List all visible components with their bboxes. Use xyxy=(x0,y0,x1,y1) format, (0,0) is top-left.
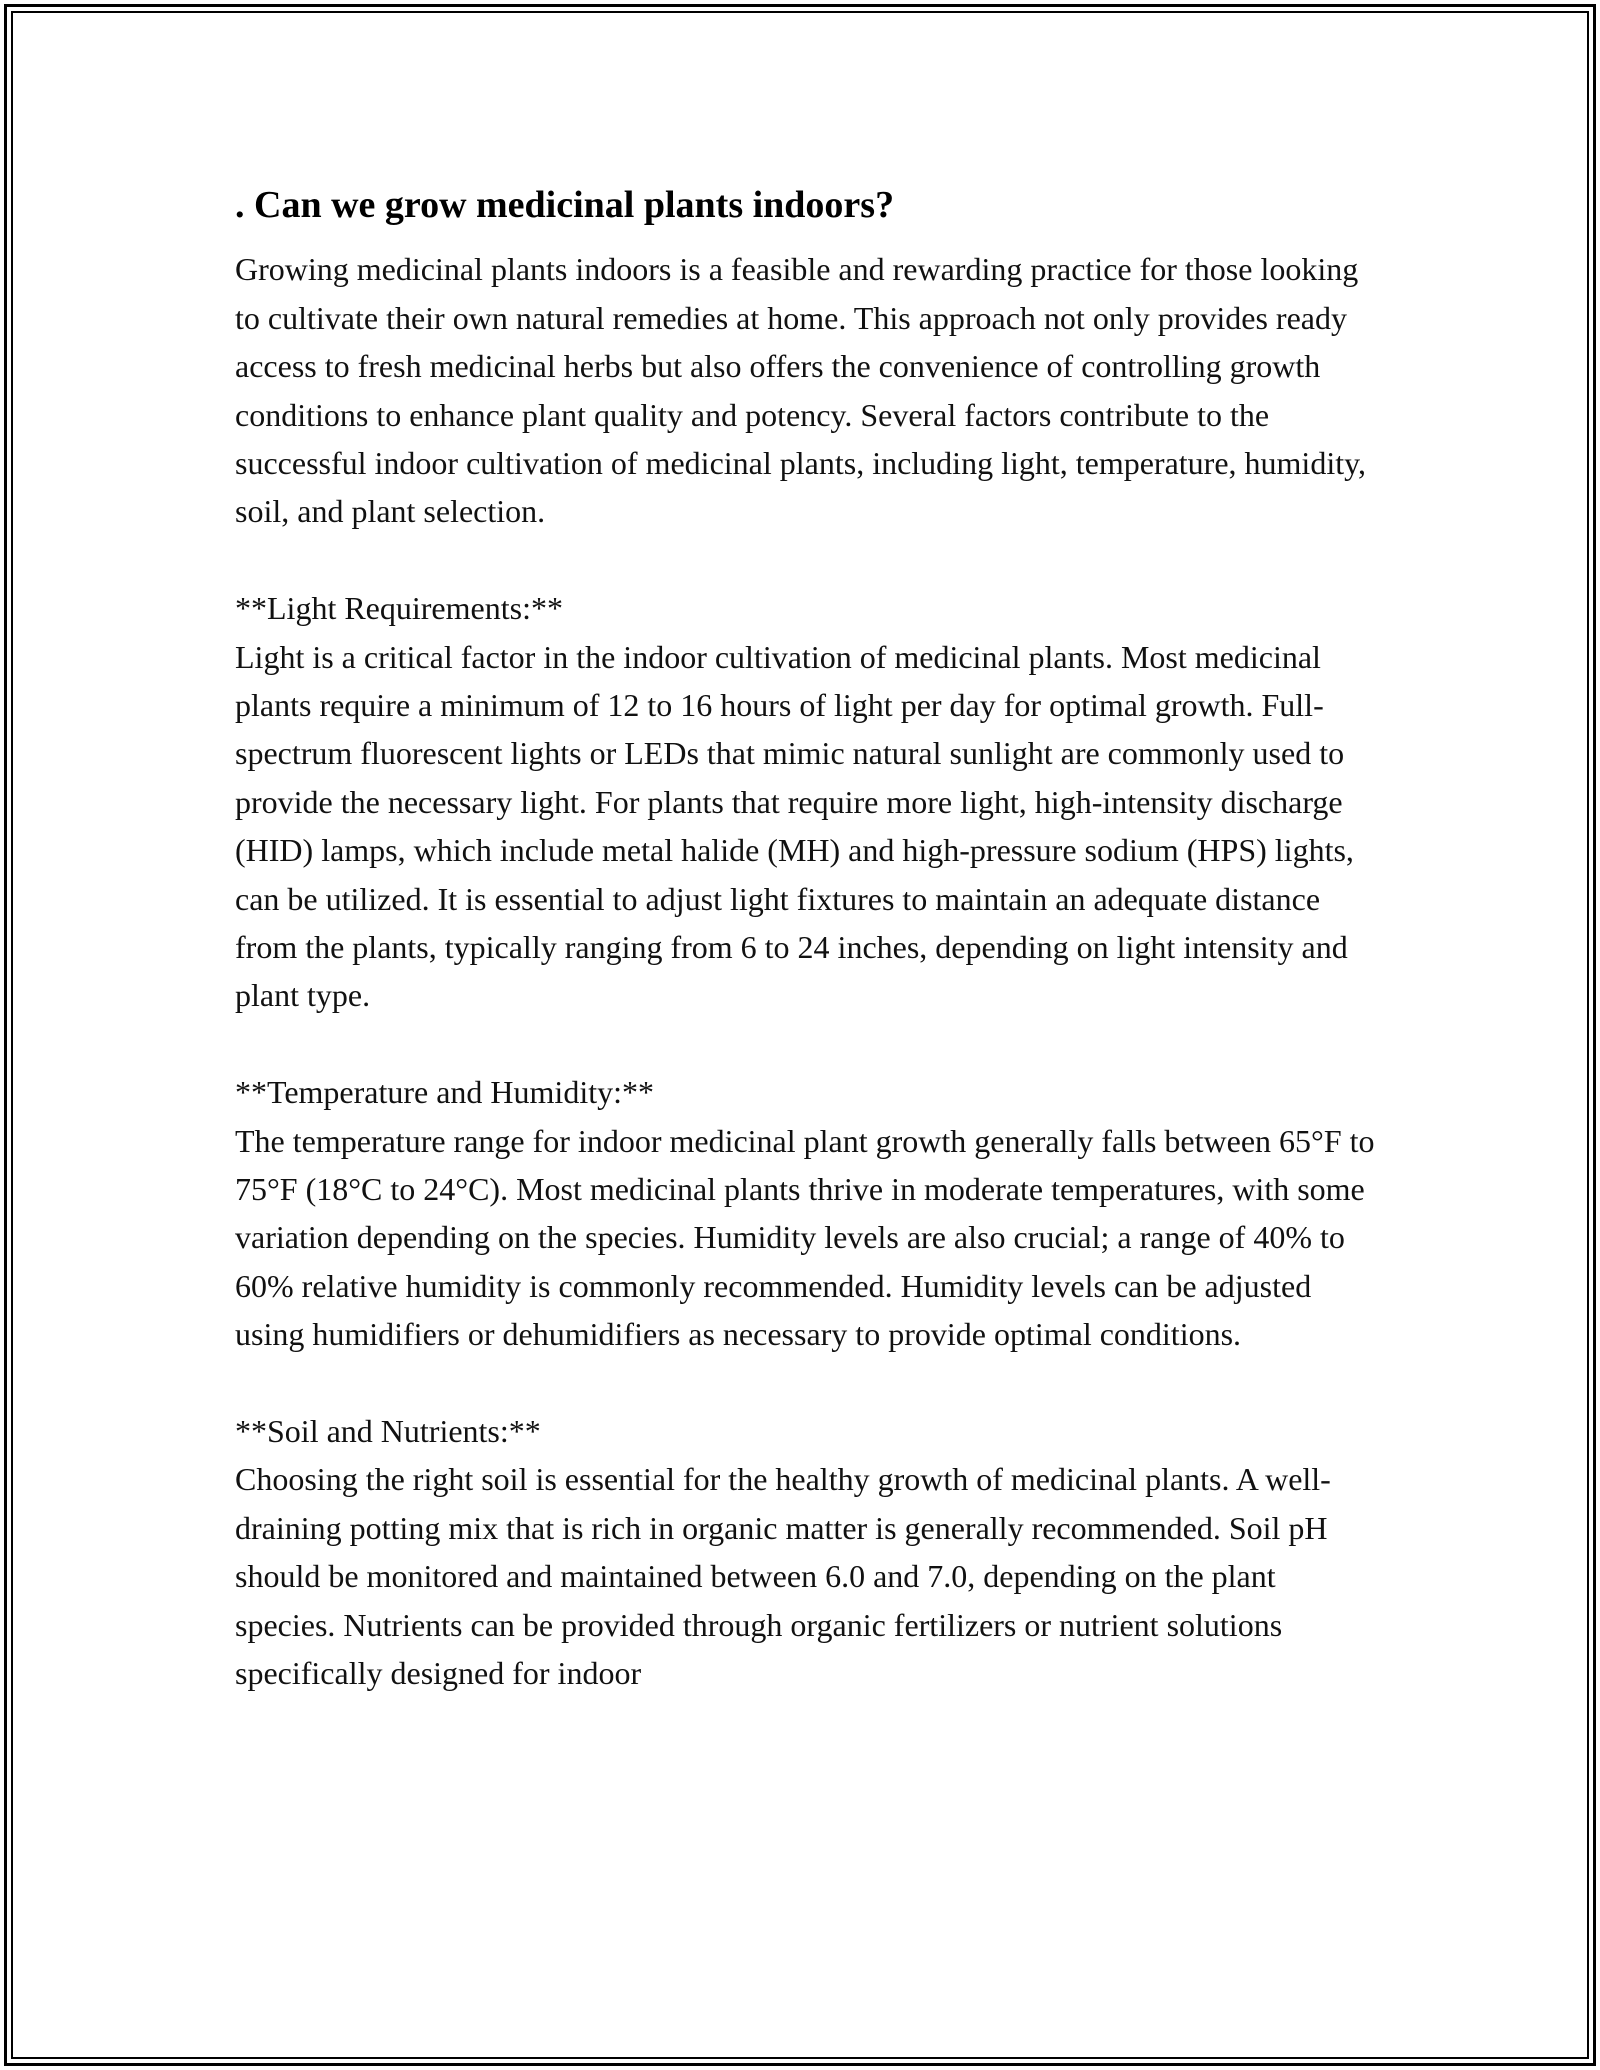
section-light-requirements xyxy=(235,584,1375,1020)
section-title: **Soil and Nutrients:** xyxy=(235,1413,541,1449)
section-body: The temperature range for indoor medicinal plant growth generally falls between 65°F to 75°F (18°C to 24°C). Most medicinal plants thrive in moderate temperatures, with some variation depending on the species. Humidity levels are also crucial; a range of 40% to 60% relative humidity is commonly recommended. Humidity levels can be adjusted using humidifiers or dehumidifiers as necessary to provide optimal conditions. xyxy=(235,1122,1375,1353)
section-soil-nutrients xyxy=(235,1407,1375,1697)
section-title: **Temperature and Humidity:** xyxy=(235,1074,654,1111)
section-body: Light is a critical factor in the indoor cultivation of medicinal plants. Most medicinal plants require a minimum of 12 to 16 hours of light per day for optimal growth. Full-spectrum fluorescent lights or LEDs that mimic natural sunlight are commonly used to provide the necessary light. For plants that require more light, high-intensity discharge (HID) lamps, which include metal halide (MH) and high-pressure sodium (HPS) lights, can be utilized. It is essential to adjust light fixtures to maintain an adequate distance from the plants, typically ranging from 6 to 24 inches, depending on light intensity and plant type. xyxy=(235,638,1354,1014)
intro-paragraph: Growing medicinal plants indoors is a feasible and rewarding practice for those looking to cultivate their own natural remedies at home. This approach not only provides ready access to fresh medicinal herbs but also offers the convenience of controlling growth conditions to enhance plant quality and potency. Several factors contribute to the successful indoor cultivation of medicinal plants, including light, temperature, humidity, soil, and plant selection. xyxy=(235,251,1367,530)
document-content xyxy=(235,180,1375,1697)
section-title: **Light Requirements:** xyxy=(235,590,563,627)
document-body xyxy=(235,245,1375,1697)
section-temperature-humidity xyxy=(235,1068,1375,1358)
section-body: Choosing the right soil is essential for the healthy growth of medicinal plants. A well-draining potting mix that is rich in organic matter is generally recommended. Soil pH should be monitored and maintained between 6.0 and 7.0, depending on the plant species. Nutrients can be provided through organic fertilizers or nutrient solutions specifically designed for indoor xyxy=(235,1461,1331,1692)
document-heading: . Can we grow medicinal plants indoors? xyxy=(235,184,895,226)
